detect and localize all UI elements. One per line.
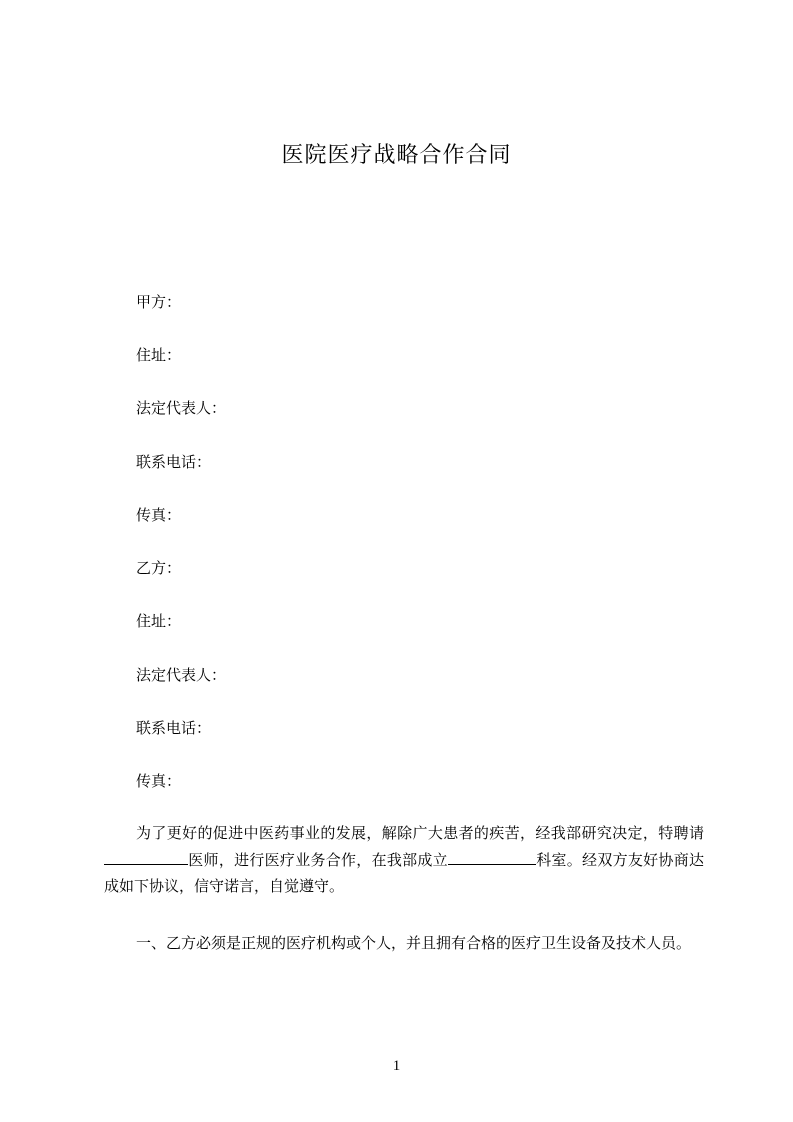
clause-1-paragraph: 一、乙方必须是正规的医疗机构或个人，并且拥有合格的医疗卫生设备及技术人员。 — [136, 934, 692, 952]
party-a-phone-label: 联系电话： — [136, 453, 212, 471]
intro-text-part3: 科室。经双方友好协商达成如下协议，信守诺言，自觉遵守。 — [104, 850, 704, 895]
party-b-label: 乙方： — [136, 559, 182, 577]
intro-paragraph — [104, 820, 704, 900]
intro-text-part1: 为了更好的促进中医药事业的发展，解除广大患者的疾苦，经我部研究决定，特聘请 — [136, 824, 704, 842]
intro-text-part2: 医师，进行医疗业务合作，在我部成立 — [188, 850, 448, 869]
party-b-legal-rep-label: 法定代表人： — [136, 666, 227, 684]
document-title: 医院医疗战略合作合同 — [281, 143, 512, 168]
party-b-phone-label: 联系电话： — [136, 719, 212, 737]
party-b-address-label: 住址： — [136, 612, 182, 630]
party-a-legal-rep-label: 法定代表人： — [136, 399, 227, 417]
page-number: 1 — [392, 1058, 401, 1074]
party-a-address-label: 住址： — [136, 346, 182, 364]
department-name-blank — [448, 850, 536, 865]
doctor-name-blank — [104, 850, 188, 865]
party-a-label: 甲方： — [136, 293, 182, 311]
party-a-fax-label: 传真： — [136, 506, 182, 524]
party-b-fax-label: 传真： — [136, 772, 182, 790]
